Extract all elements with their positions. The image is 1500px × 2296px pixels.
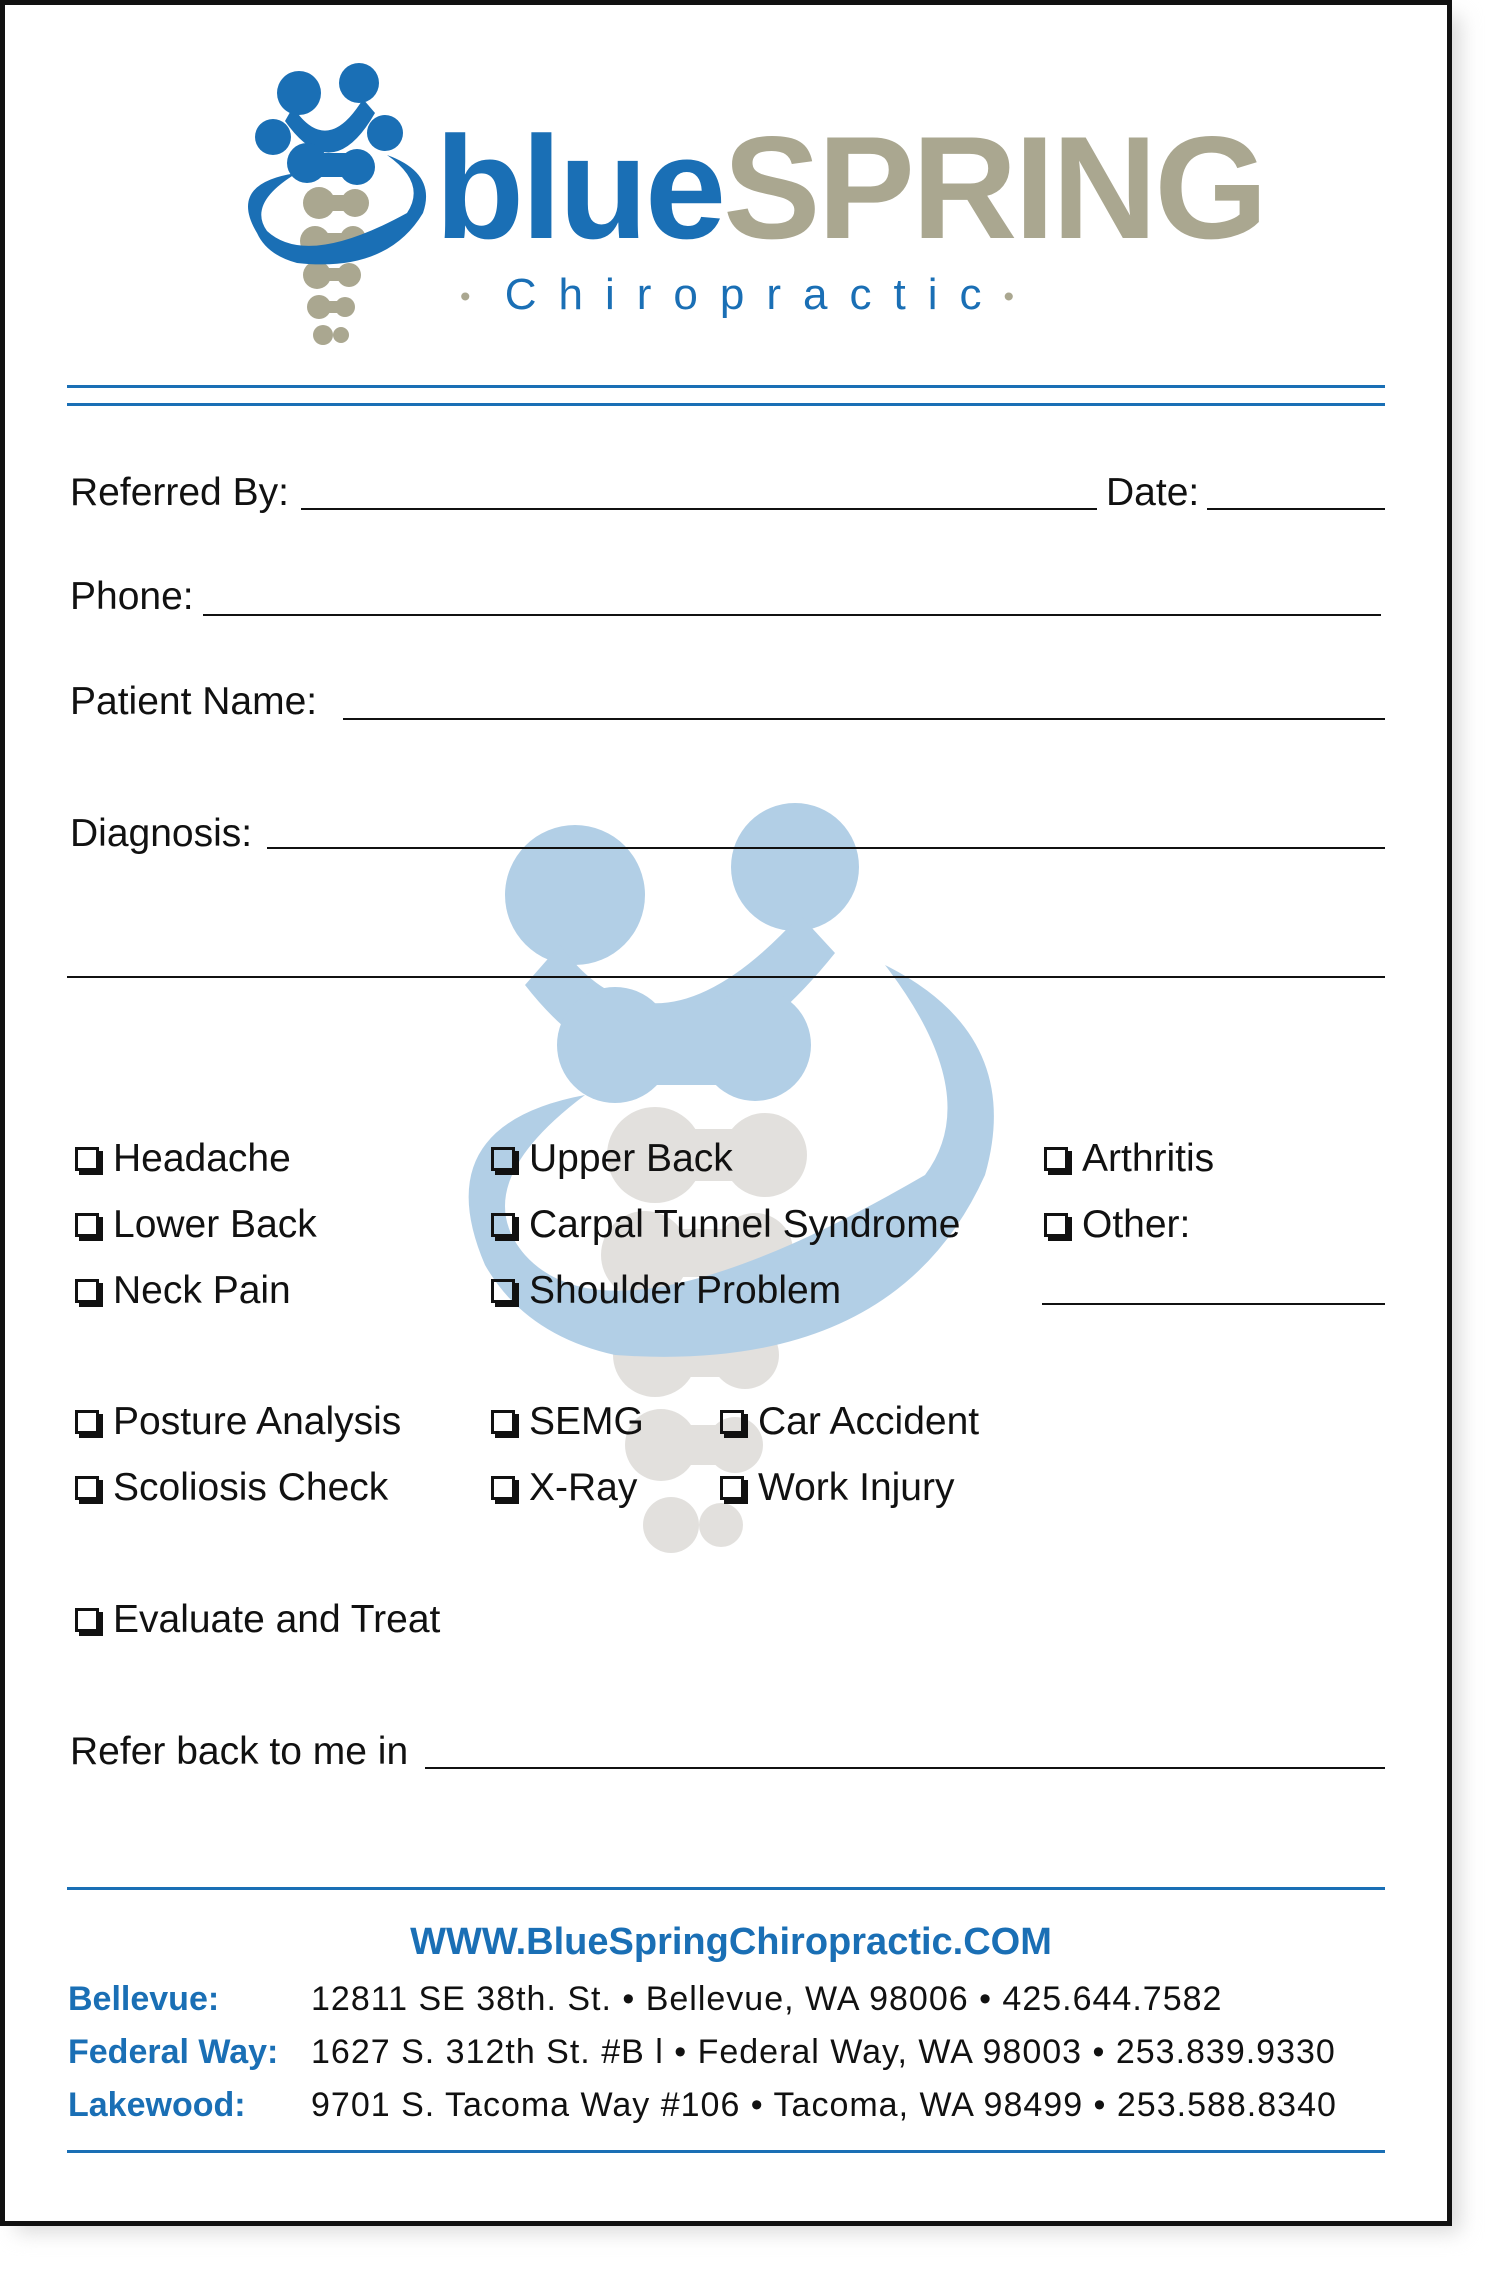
checkbox-lower-back[interactable] (75, 1205, 317, 1244)
patient-name-label: Patient Name: (70, 680, 318, 723)
checkbox-icon (75, 1213, 99, 1237)
footer-divider-top (67, 1887, 1385, 1890)
checkbox-label: SEMG (529, 1400, 644, 1443)
checkbox-icon (491, 1476, 515, 1500)
checkbox-carpal-tunnel[interactable] (491, 1205, 960, 1244)
checkbox-icon (1044, 1213, 1068, 1237)
checkbox-arthritis[interactable] (1044, 1139, 1214, 1178)
location-lakewood-name: Lakewood: (68, 2086, 246, 2124)
location-federal-way-name: Federal Way: (68, 2033, 279, 2071)
checkbox-icon (75, 1279, 99, 1303)
checkbox-other[interactable] (1044, 1205, 1190, 1244)
checkbox-xray[interactable] (491, 1468, 637, 1507)
checkbox-icon (491, 1213, 515, 1237)
checkbox-scoliosis-check[interactable] (75, 1468, 388, 1507)
checkbox-work-injury[interactable] (720, 1468, 955, 1507)
diagnosis-field[interactable] (267, 847, 1385, 849)
checkbox-icon (491, 1279, 515, 1303)
checkbox-label: Work Injury (758, 1466, 955, 1509)
checkbox-label: Neck Pain (113, 1269, 291, 1312)
phone-label: Phone: (70, 575, 194, 618)
checkbox-icon (75, 1410, 99, 1434)
checkbox-evaluate-treat[interactable] (75, 1600, 440, 1639)
footer-divider-bottom (67, 2150, 1385, 2153)
phone-field[interactable] (203, 614, 1381, 616)
referred-by-label: Referred By: (70, 471, 289, 514)
date-field[interactable] (1207, 508, 1385, 510)
checkbox-icon (1044, 1147, 1068, 1171)
checkbox-label: Evaluate and Treat (113, 1598, 441, 1641)
checkbox-label: Scoliosis Check (113, 1466, 389, 1509)
checkbox-label: X-Ray (529, 1466, 638, 1509)
brand-name-spring: SPRING (723, 106, 1265, 269)
checkbox-icon (720, 1410, 744, 1434)
checkbox-icon (75, 1147, 99, 1171)
checkbox-shoulder-problem[interactable] (491, 1271, 841, 1310)
location-federal-way-address: 1627 S. 312th St. #B l • Federal Way, WA 98003 • 253.839.9330 (311, 2033, 1336, 2071)
checkbox-upper-back[interactable] (491, 1139, 733, 1178)
checkbox-label: Headache (113, 1137, 291, 1180)
checkbox-label: Arthritis (1082, 1137, 1215, 1180)
checkbox-label: Car Accident (758, 1400, 980, 1443)
location-bellevue-address: 12811 SE 38th. St. • Bellevue, WA 98006 • 425.644.7582 (311, 1980, 1223, 2018)
location-bellevue-name: Bellevue: (68, 1980, 220, 2018)
location-lakewood-address: 9701 S. Tacoma Way #106 • Tacoma, WA 98499 • 253.588.8340 (311, 2086, 1337, 2124)
checkbox-car-accident[interactable] (720, 1402, 979, 1441)
brand-name-blue: blue (435, 106, 724, 269)
checkbox-neck-pain[interactable] (75, 1271, 291, 1310)
referred-by-field[interactable] (301, 508, 1097, 510)
checkbox-posture-analysis[interactable] (75, 1402, 401, 1441)
date-label: Date: (1106, 471, 1200, 514)
checkbox-icon (720, 1476, 744, 1500)
checkbox-label: Other: (1082, 1203, 1191, 1246)
checkbox-icon (75, 1608, 99, 1632)
diagnosis-field-line-2[interactable] (67, 976, 1385, 978)
checkbox-headache[interactable] (75, 1139, 291, 1178)
patient-name-field[interactable] (343, 718, 1385, 720)
checkbox-icon (491, 1410, 515, 1434)
diagnosis-label: Diagnosis: (70, 812, 253, 855)
checkbox-label: Posture Analysis (113, 1400, 402, 1443)
checkbox-label: Carpal Tunnel Syndrome (529, 1203, 961, 1246)
header-divider-bottom (67, 403, 1385, 406)
header-divider-top (67, 385, 1385, 388)
refer-back-label: Refer back to me in (70, 1730, 409, 1773)
spine-logo-icon (237, 63, 437, 363)
checkbox-icon (75, 1476, 99, 1500)
checkbox-label: Lower Back (113, 1203, 317, 1246)
checkbox-icon (491, 1147, 515, 1171)
website-link[interactable]: WWW.BlueSpringChiropractic.COM (410, 1921, 1052, 1963)
tagline-text: Chiropractic (504, 270, 1004, 319)
checkbox-semg[interactable] (491, 1402, 644, 1441)
brand-name (435, 106, 1265, 269)
brand-tagline: • Chiropractic• (460, 270, 1015, 319)
other-field[interactable] (1042, 1303, 1385, 1305)
checkbox-label: Shoulder Problem (529, 1269, 842, 1312)
checkbox-label: Upper Back (529, 1137, 733, 1180)
refer-back-field[interactable] (425, 1767, 1385, 1769)
